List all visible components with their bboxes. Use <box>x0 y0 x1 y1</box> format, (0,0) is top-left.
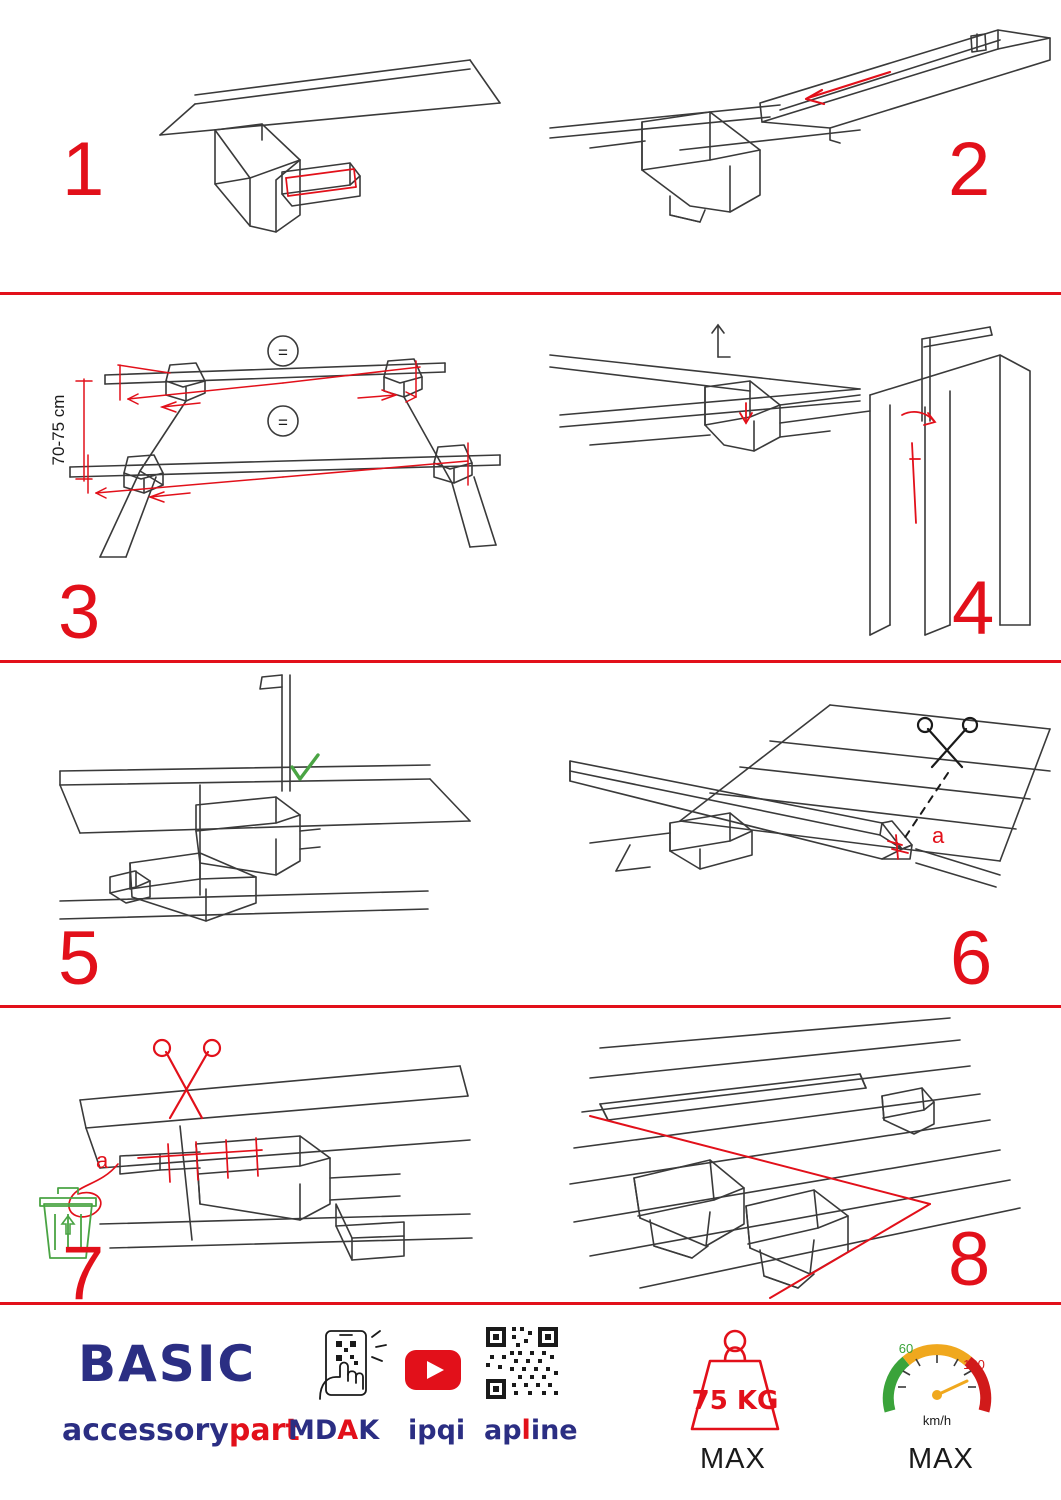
step-number-8: 8 <box>948 1217 991 1302</box>
svg-text:=: = <box>278 343 288 362</box>
step-8-panel <box>530 1008 1061 1302</box>
svg-text:120: 120 <box>963 1357 985 1372</box>
svg-text:60: 60 <box>898 1341 914 1356</box>
brand-title: BASIC <box>78 1335 257 1393</box>
step-1-panel <box>0 0 530 292</box>
step-2-panel <box>530 0 1061 292</box>
brand-subtitle-right: part <box>228 1413 300 1448</box>
step-7-panel <box>0 1008 530 1302</box>
logo-apline-right: ine <box>530 1415 578 1446</box>
speed-limit-label: MAX <box>908 1443 974 1475</box>
logo-label-mdak <box>288 1415 379 1446</box>
logo-mdak-left: MD <box>288 1415 338 1446</box>
svg-text:a: a <box>932 823 945 848</box>
speed-limit-icon <box>872 1319 1002 1437</box>
step-number-1: 1 <box>62 127 105 212</box>
step-number-6: 6 <box>950 916 993 1001</box>
step-4-panel <box>530 295 1061 660</box>
step-3-panel <box>0 295 530 660</box>
svg-text:a: a <box>96 1148 109 1173</box>
logo-label-apline <box>484 1415 578 1446</box>
logo-ipqi-left: ip <box>408 1415 437 1446</box>
load-limit-icon <box>670 1317 800 1437</box>
svg-text:70-75 cm: 70-75 cm <box>49 394 68 466</box>
step-6-panel <box>530 663 1061 1005</box>
footer-brand-bar <box>0 1305 1061 1500</box>
phone-scan-icon <box>310 1327 396 1407</box>
load-limit-value: 75 KG <box>691 1386 779 1416</box>
brand-subtitle <box>62 1413 300 1448</box>
step-number-5: 5 <box>58 916 101 1001</box>
brand-subtitle-left: accessory <box>62 1413 229 1448</box>
youtube-icon[interactable] <box>404 1349 462 1391</box>
step-number-3: 3 <box>58 570 101 655</box>
logo-apline-left: ap <box>484 1415 522 1446</box>
qr-code-icon[interactable] <box>484 1325 560 1401</box>
logo-mdak-right: K <box>358 1415 380 1446</box>
step-number-4: 4 <box>952 566 995 651</box>
logo-label-ipqi <box>408 1415 465 1446</box>
logo-ipqi-right: i <box>455 1415 466 1446</box>
load-limit-label: MAX <box>700 1443 766 1475</box>
logo-ipqi-mid: q <box>436 1415 456 1446</box>
step-5-panel <box>0 663 530 1005</box>
step-number-2: 2 <box>948 127 991 212</box>
logo-apline-mid: l <box>521 1415 531 1446</box>
logo-mdak-mid: A <box>337 1415 359 1446</box>
svg-text:=: = <box>278 413 288 432</box>
step-number-7: 7 <box>62 1231 105 1302</box>
speed-unit: km/h <box>922 1413 952 1428</box>
